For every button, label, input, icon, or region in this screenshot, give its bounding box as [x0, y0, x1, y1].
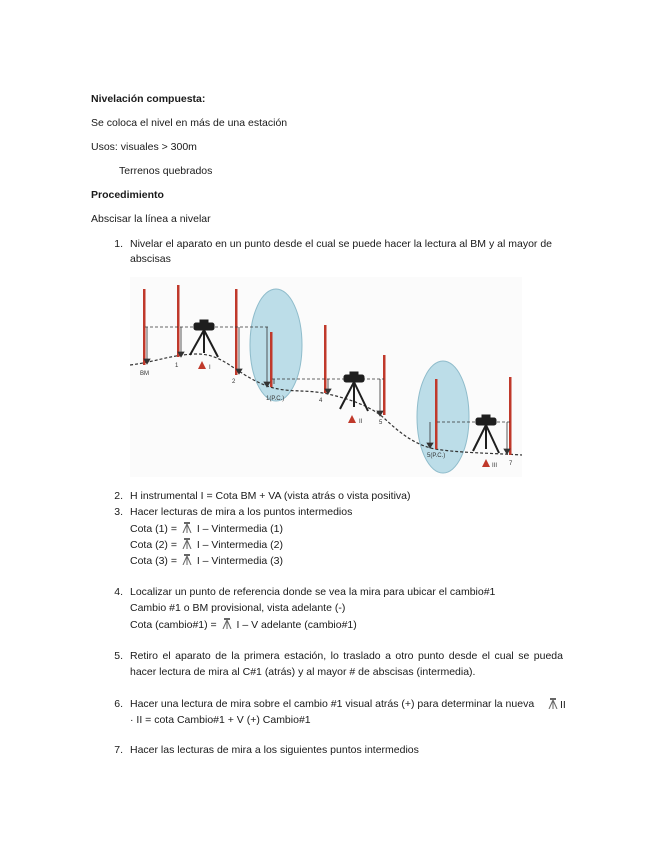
- formula-left: Cota (2) =: [130, 539, 177, 551]
- step-5-continuation: hacer lectura de mira al C#1 (atrás) y al mayor # de abscisas (intermedia).: [130, 666, 476, 678]
- formula-right: II: [560, 699, 566, 711]
- usos-text: Usos: visuales > 300m: [91, 141, 197, 153]
- tripod-symbol-icon: [222, 618, 232, 629]
- step-text: Localizar un punto de referencia donde se vea la mira para ubicar el cambio#1: [130, 586, 496, 598]
- cota-cambio-formula: [130, 618, 357, 632]
- label-change-2: 5(P.C.): [427, 453, 446, 459]
- label-point-7: 7: [509, 461, 513, 467]
- step-text: Retiro el aparato de la primera estación, lo traslado a otro punto desde el cual se pueda: [130, 650, 563, 662]
- step-1-continuation: abscisas: [130, 253, 171, 265]
- step-number: 2.: [114, 490, 123, 502]
- label-station-1: I: [209, 365, 211, 371]
- formula-right: I – Vintermedia (2): [196, 539, 284, 551]
- step-number: 7.: [114, 744, 123, 756]
- formula-left: Cota (3) =: [130, 555, 177, 567]
- tripod-symbol-icon: [182, 538, 192, 549]
- step-text: H instrumental I = Cota BM + VA (vista atrás o vista positiva): [130, 490, 411, 502]
- tripod-symbol-icon: [182, 522, 192, 533]
- label-point-5: 5: [379, 420, 383, 426]
- intro-text: Se coloca el nivel en más de una estación: [91, 117, 288, 129]
- step-text: Hacer una lectura de mira sobre el cambio #1 visual atrás (+) para determinar la nueva: [130, 698, 535, 710]
- label-station-3: III: [492, 463, 498, 469]
- tripod-symbol-icon: [548, 698, 558, 709]
- abscisar-text: Abscisar la línea a nivelar: [91, 213, 211, 225]
- step-6-formula: · II = cota Cambio#1 + V (+) Cambio#1: [130, 714, 311, 726]
- step-number: 5.: [114, 650, 123, 662]
- step-number: 3.: [114, 506, 123, 518]
- cota-1-formula: [130, 522, 283, 536]
- formula-left: Cota (1) =: [130, 523, 177, 535]
- step-text: Nivelar el aparato en un punto desde el cual se puede hacer la lectura al BM y al mayor de: [130, 238, 552, 250]
- step-text: Hacer lecturas de mira a los puntos intermedios: [130, 506, 353, 518]
- tripod-symbol-icon: [182, 554, 192, 565]
- formula-right: I – Vintermedia (3): [196, 555, 284, 567]
- formula-left: Cota (cambio#1) =: [130, 619, 217, 631]
- label-bm: BM: [140, 371, 149, 377]
- compound-leveling-diagram: [130, 277, 522, 477]
- cota-3-formula: [130, 554, 283, 568]
- formula-right: I – V adelante (cambio#1): [236, 619, 357, 631]
- section-heading: Nivelación compuesta:: [91, 93, 206, 105]
- procedimiento-heading: Procedimiento: [91, 189, 164, 201]
- formula-right: I – Vintermedia (1): [196, 523, 284, 535]
- terrenos-text: Terrenos quebrados: [119, 165, 213, 177]
- step-number: 4.: [114, 586, 123, 598]
- cambio-line: Cambio #1 o BM provisional, vista adelante (-): [130, 602, 346, 614]
- change-point-highlight: [250, 289, 302, 401]
- label-point-1: 1: [175, 363, 179, 369]
- label-change-1: 1(P.C.): [266, 396, 285, 402]
- step-number: 6.: [114, 698, 123, 710]
- new-instrument-height: [546, 698, 566, 712]
- step-text: Hacer las lecturas de mira a los siguientes puntos intermedios: [130, 744, 419, 756]
- cota-2-formula: [130, 538, 283, 552]
- step-number: 1.: [114, 238, 123, 250]
- label-station-2: II: [359, 419, 363, 425]
- label-point-4: 4: [319, 398, 323, 404]
- label-point-2: 2: [232, 379, 236, 385]
